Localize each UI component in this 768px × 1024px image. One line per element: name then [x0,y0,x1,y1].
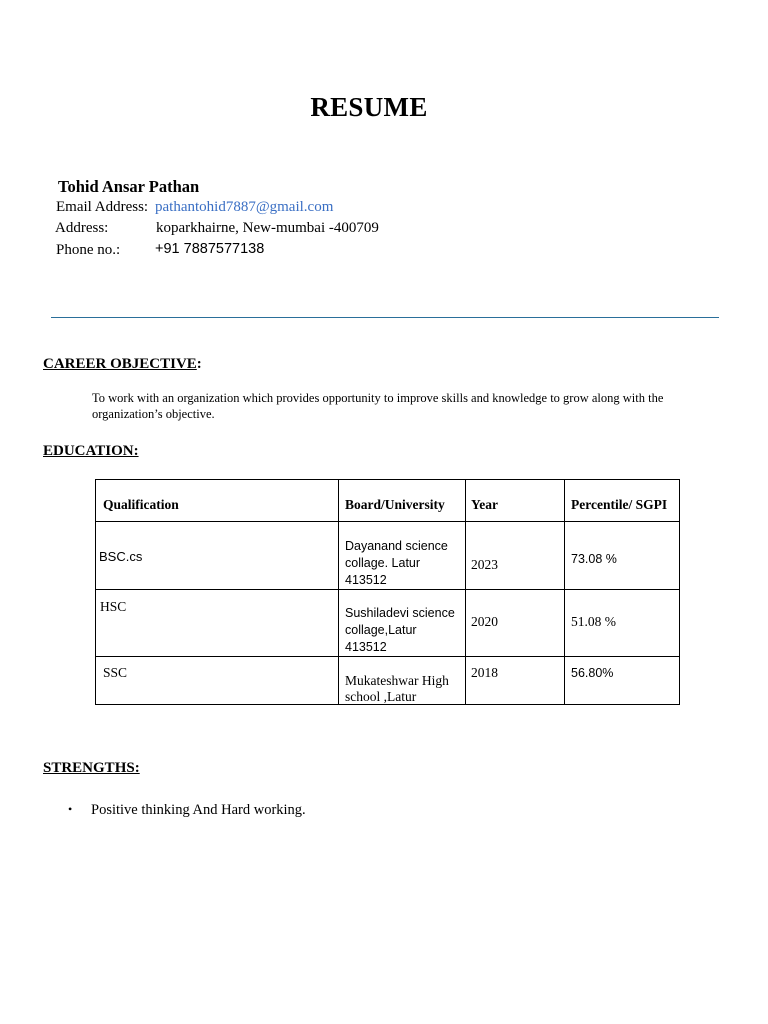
board-lines: Mukateshwar High school ,Latur [345,673,449,704]
strengths-heading [43,760,140,777]
email-label: Email Address: [56,199,149,215]
table-cell [339,522,466,590]
address-value: koparkhairne, New-mumbai -400709 [156,220,379,236]
table-cell: 51.08 % [565,590,680,657]
table-header-row [96,480,680,522]
column-header-year: Year [466,480,565,522]
resume-title: RESUME [310,92,428,122]
career-objective-heading [43,356,202,373]
table-cell [339,657,466,705]
table-row [96,590,680,657]
education-heading [43,443,139,460]
career-objective-text: To work with an organization which provides opportunity to improve skills and knowledge to grow along with the organization’s objective. [92,391,664,421]
bullet-icon: • [68,802,73,816]
phone-label: Phone no.: [56,242,121,258]
column-header-board: Board/University [339,480,466,522]
strengths-heading-text: STRENGTHS: [43,760,140,776]
career-objective-heading-text: CAREER OBJECTIVE [43,356,197,372]
table-cell: BSC.cs [96,522,339,590]
header-divider [51,317,719,318]
education-table [95,479,680,705]
table-row [96,657,680,705]
column-header-qualification: Qualification [96,480,339,522]
education-heading-text: EDUCATION: [43,443,139,459]
table-cell: 2020 [466,590,565,657]
career-objective-heading-colon: : [196,356,202,372]
strength-item: Positive thinking And Hard working. [91,802,306,818]
table-cell: SSC [96,657,339,705]
candidate-name: Tohid Ansar Pathan [58,177,200,196]
phone-value: +91 7887577138 [155,241,265,257]
address-label: Address: [55,220,109,236]
email-link[interactable]: pathantohid7887@gmail.com [155,199,334,215]
table-cell: 73.08 % [565,522,680,590]
table-row [96,522,680,590]
column-header-percentile: Percentile/ SGPI [565,480,680,522]
table-cell [339,590,466,657]
table-cell: 56.80% [565,657,680,705]
board-lines: Dayanand science collage. Latur 413512 [345,539,448,587]
board-lines: Sushiladevi science collage,Latur 413512 [345,606,455,654]
table-cell: HSC [96,590,339,657]
table-cell: 2018 [466,657,565,705]
table-cell: 2023 [466,522,565,590]
